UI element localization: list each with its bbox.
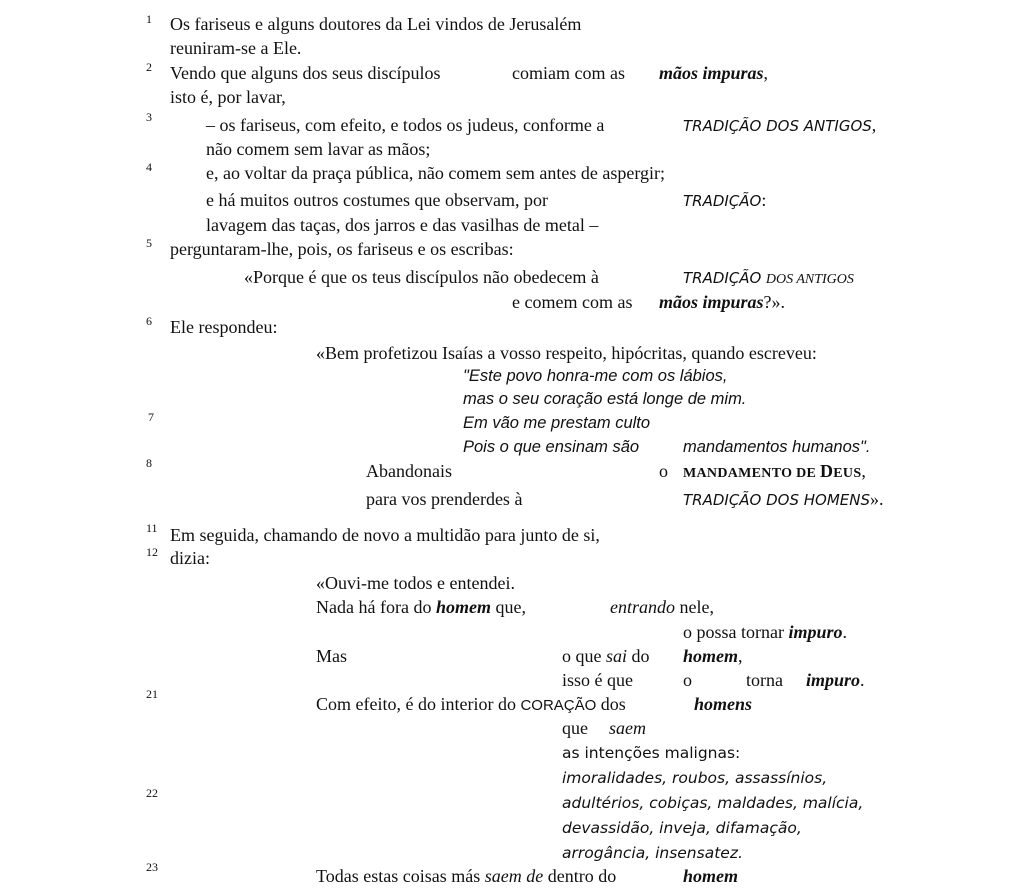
punct: , <box>738 646 743 666</box>
text-line <box>316 866 616 886</box>
text-line: o <box>683 670 692 690</box>
verse-number: 4 <box>146 160 152 174</box>
text-part: dentro do <box>543 866 617 886</box>
punct: : <box>761 190 767 210</box>
emphasis-text <box>683 190 766 211</box>
text-line <box>562 646 650 666</box>
text-part: . <box>842 622 848 642</box>
quote-line: mandamentos humanos". <box>683 438 871 456</box>
verse-number: 22 <box>146 786 158 800</box>
bold-italic: mãos impuras <box>659 63 764 83</box>
verse-number: 11 <box>146 521 158 535</box>
verse-number: 8 <box>146 456 152 470</box>
small-caps-bold <box>683 461 862 481</box>
text-line: Abandonais <box>366 461 452 481</box>
text-line: Vendo que alguns dos seus discípulos <box>170 63 441 83</box>
verse-number: 3 <box>146 110 152 124</box>
bold-italic: homem <box>683 866 739 886</box>
emphasis-text <box>683 115 876 136</box>
text-part: que, <box>490 597 526 617</box>
caps-part: EUS <box>833 466 862 481</box>
italic-caps: DOS ANTIGOS <box>765 272 854 287</box>
text-part: dos <box>596 694 626 714</box>
text-line: Em seguida, chamando de novo a multidão para junto de si, <box>170 525 600 545</box>
text-line: «Ouvi-me todos e entendei. <box>316 573 515 593</box>
text-line: «Porque é que os teus discípulos não obedecem à <box>244 267 599 287</box>
caps-part: MANDAMENTO DE <box>683 466 820 481</box>
punct: , <box>871 115 877 135</box>
italic: entrando <box>610 597 675 617</box>
verse-number: 7 <box>148 410 154 424</box>
text-line: e, ao voltar da praça pública, não comem sem antes de aspergir; <box>206 163 665 183</box>
text-part: o possa tornar <box>683 622 789 642</box>
verse-number: 23 <box>146 860 158 874</box>
punct: , <box>763 63 769 83</box>
text-line: as intenções malignas: <box>562 744 741 762</box>
text-part: do <box>627 646 650 666</box>
text-line: torna <box>746 670 783 690</box>
italic: sai <box>606 646 628 666</box>
quote-line: "Este povo honra-me com os lábios, <box>463 367 728 385</box>
text-part: nele, <box>675 597 714 617</box>
bold-italic: mãos impuras <box>659 292 764 312</box>
bold-italic: homem <box>435 597 491 617</box>
verse-number: 21 <box>146 687 158 701</box>
text-line: não comem sem lavar as mãos; <box>206 139 431 159</box>
emphasis-text <box>683 461 866 484</box>
text-line: e comem com as <box>512 292 633 312</box>
bold-italic: homens <box>694 694 753 714</box>
italic: saem <box>609 718 646 738</box>
text-line: que <box>562 718 588 738</box>
list-line: arrogância, insensatez. <box>562 844 743 862</box>
text-line: isto é, por lavar, <box>170 87 286 107</box>
quote-line: Pois o que ensinam são <box>463 438 640 456</box>
small-caps-italic: TRADIÇÃO <box>683 269 762 287</box>
text-line: Os fariseus e alguns doutores da Lei vindos de Jerusalém <box>170 14 582 34</box>
small-caps-italic: TRADIÇÃO DOS HOMENS <box>683 491 871 509</box>
text-part: o que <box>562 646 606 666</box>
punct: . <box>860 670 865 690</box>
bold-italic: homem <box>683 646 739 666</box>
verse-number: 12 <box>146 545 158 559</box>
text-line <box>316 597 526 617</box>
bold-italic: impuro <box>806 670 861 690</box>
text-line: e há muitos outros costumes que observam, por <box>206 190 548 210</box>
verse-number: 5 <box>146 236 152 250</box>
bold-italic: impuro <box>788 622 843 642</box>
caps-sans: CORAÇÃO <box>520 697 597 714</box>
text-part: Todas estas coisas más <box>316 866 485 886</box>
verse-number: 2 <box>146 60 152 74</box>
list-line: imoralidades, roubos, assassínios, <box>562 769 828 787</box>
text-line: «Bem profetizou Isaías a vosso respeito, hipócritas, quando escreveu: <box>316 343 817 363</box>
text-line: – os fariseus, com efeito, e todos os judeus, conforme a <box>206 115 605 135</box>
text-line <box>683 622 847 642</box>
text-line <box>316 694 626 716</box>
text-part: Com efeito, é do interior do <box>316 694 521 714</box>
verse-number: 6 <box>146 314 152 328</box>
text-line: lavagem das taças, dos jarros e das vasilhas de metal – <box>206 215 599 235</box>
punct: ». <box>870 489 884 509</box>
text-part: Nada há fora do <box>316 597 436 617</box>
verse-number: 1 <box>146 12 152 26</box>
caps-part: D <box>819 461 834 481</box>
text-line: Ele respondeu: <box>170 317 278 337</box>
quote-line: Em vão me prestam culto <box>463 414 651 432</box>
italic: saem de <box>484 866 544 886</box>
text-line: Mas <box>316 646 347 666</box>
list-line: adultérios, cobiças, maldades, malícia, <box>562 794 864 812</box>
emphasis-text <box>659 63 768 83</box>
text-line: perguntaram-lhe, pois, os fariseus e os escribas: <box>170 239 514 259</box>
text-line: reuniram-se a Ele. <box>170 38 302 58</box>
text-line: para vos prenderdes à <box>366 489 523 509</box>
small-caps-italic: TRADIÇÃO <box>683 192 762 210</box>
list-line: devassidão, inveja, difamação, <box>562 819 802 837</box>
emphasis-text <box>683 267 854 290</box>
text-line <box>806 670 865 690</box>
text-line: isso é que <box>562 670 633 690</box>
quote-line: mas o seu coração está longe de mim. <box>463 390 747 408</box>
text-line: comiam com as <box>512 63 625 83</box>
text-line: dizia: <box>170 548 210 568</box>
small-caps-italic: TRADIÇÃO DOS ANTIGOS <box>683 117 872 135</box>
text-line <box>683 646 743 666</box>
text-line <box>610 597 714 617</box>
punct: , <box>861 461 866 481</box>
emphasis-text <box>683 489 884 510</box>
text-line: o <box>659 461 668 481</box>
emphasis-text <box>659 292 785 312</box>
punct: ?». <box>763 292 786 312</box>
